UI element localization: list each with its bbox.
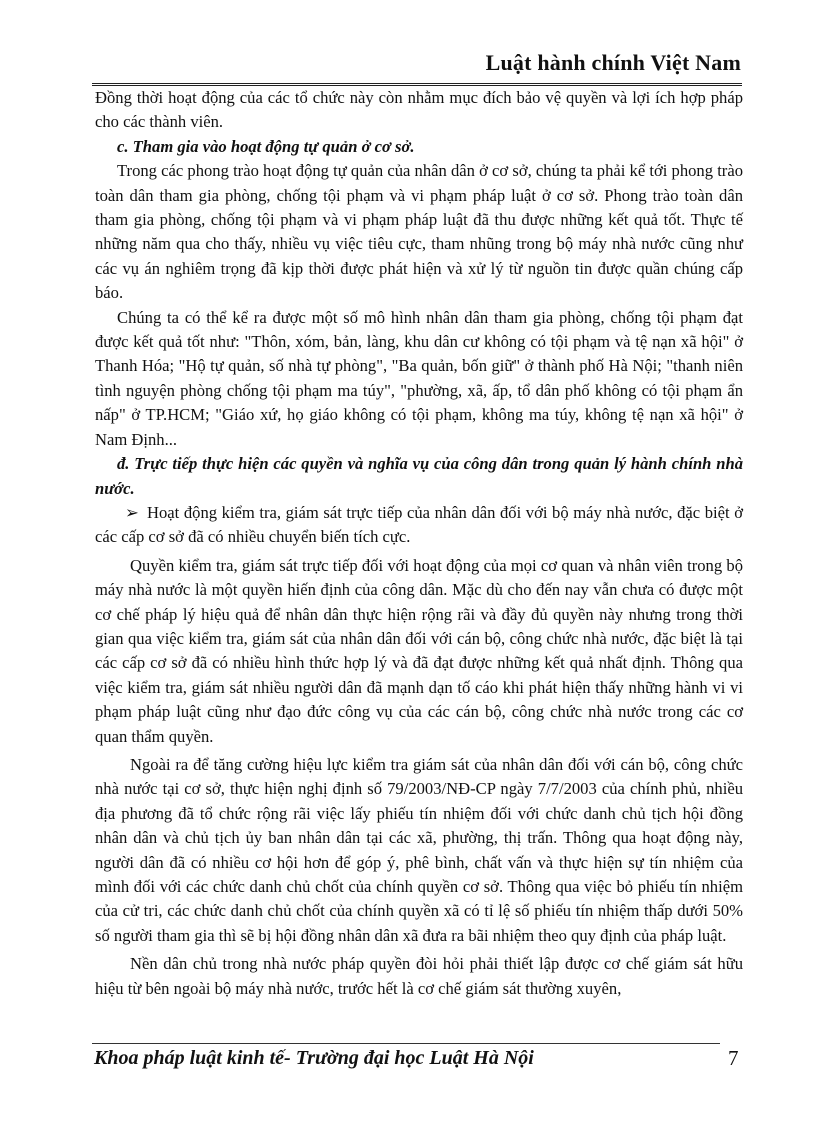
paragraph-supervision-right: Quyền kiểm tra, giám sát trực tiếp đối với hoạt động của mọi cơ quan và nhân viên trong bộ máy nhà nước là một quyền hiến định của công dân. Mặc dù cho đến nay vẫn chưa có được một cơ chế pháp lý hiệu quả để nhân dân thực hiện rộng rãi và đầy đủ quyền này nhưng trong thời gian qua việc kiểm tra, giám sát của nhân dân đối với cán bộ, công chức nhà nước, đặc biệt là tại các cấp cơ sở đã có nhiều hình thức hợp lý và đã đạt được những kết quả nhất định. Thông qua việc kiểm tra, giám sát nhiều người dân đã mạnh dạn tố cáo khi phát hiện thấy những hành vi vi phạm pháp luật cũng như đạo đức công vụ của các cán bộ, công chức nhà nước trong các cơ quan thẩm quyền. (95, 555, 743, 746)
section-heading-c: c. Tham gia vào hoạt động tự quản ở cơ sở. (117, 136, 415, 156)
footer-divider (92, 1043, 720, 1044)
paragraph-democracy: Nền dân chủ trong nhà nước pháp quyền đòi hỏi phải thiết lập được cơ chế giám sát hữu hiệu từ bên ngoài bộ máy nhà nước, trước hết là cơ chế giám sát thường xuyên, (95, 954, 743, 998)
paragraph-confidence-vote: Ngoài ra để tăng cường hiệu lực kiểm tra giám sát của nhân dân đối với cán bộ, công chức nhà nước tại cơ sở, thực hiện nghị định số 79/2003/NĐ-CP ngày 7/7/2003 của chính phủ, nhiều địa phương đã tổ chức rộng rãi việc lấy phiếu tín nhiệm đối với chức danh chủ tịch hội đồng nhân dân và chủ tịch ủy ban nhân dân tại các xã, phường, thị trấn. Thông qua hoạt động này, người dân đã có nhiều cơ hội hơn để góp ý, phê bình, chất vấn và thực hiện sự tín nhiệm của mình đối với các chức danh chủ chốt của chính quyền cơ sở. Thông qua việc bỏ phiếu tín nhiệm của cử tri, các chức danh chủ chốt của chính quyền xã có tỉ lệ số phiếu tín nhiệm thấp dưới 50% số người tham gia thì sẽ bị hội đồng nhân dân xã đưa ra bãi nhiệm theo quy định của pháp luật. (95, 754, 743, 945)
document-body (95, 86, 743, 1001)
section-heading-d: đ. Trực tiếp thực hiện các quyền và nghĩa vụ của công dân trong quản lý hành chính nhà nước. (95, 454, 743, 498)
paragraph-continuation: Đồng thời hoạt động của các tổ chức này còn nhằm mục đích bảo vệ quyền và lợi ích hợp pháp cho các thành viên. (95, 88, 743, 132)
page-header-title: Luật hành chính Việt Nam (485, 50, 741, 75)
page-number: 7 (728, 1046, 739, 1070)
paragraph-crime-prevention-models: Chúng ta có thể kể ra được một số mô hình nhân dân tham gia phòng, chống tội phạm đạt được kết quả tốt như: "Thôn, xóm, bản, làng, khu dân cư không có tội phạm và tệ nạn xã hội" ở Thanh Hóa; "Hộ tự quản, số nhà tự phòng", "Ba quản, bốn giữ" ở thành phố Hà Nội; "thanh niên tình nguyện phòng chống tội phạm ma túy", "phường, xã, ấp, tổ dân phố không có tội phạm ẩn nấp" ở TP.HCM; "Giáo xứ, họ giáo không có tội phạm, không ma túy, không tệ nạn xã hội" ở Nam Định... (95, 307, 743, 449)
footer-faculty: Khoa pháp luật kinh tế- Trường đại học Luật Hà Nội (94, 1047, 534, 1069)
arrow-bullet-icon: ➢ (125, 502, 139, 522)
bullet-paragraph (95, 501, 743, 550)
paragraph-self-management: Trong các phong trào hoạt động tự quản của nhân dân ở cơ sở, chúng ta phải kể tới phong trào toàn dân tham gia phòng, chống tội phạm và vi phạm pháp luật ở cơ sở. Phong trào toàn dân tham gia phòng, chống tội phạm và vi phạm pháp luật đã thu được những kết quả tốt. Thực tế những năm qua cho thấy, nhiều vụ việc tiêu cực, tham nhũng trong bộ máy nhà nước cũng như các vụ án nghiêm trọng đã kịp thời được phát hiện và xử lý từ nguồn tin được quần chúng cấp báo. (95, 161, 743, 303)
bullet-text: Hoạt động kiểm tra, giám sát trực tiếp của nhân dân đối với bộ máy nhà nước, đặc biệt ở các cấp cơ sở đã có nhiều chuyển biến tích cực. (95, 502, 743, 547)
